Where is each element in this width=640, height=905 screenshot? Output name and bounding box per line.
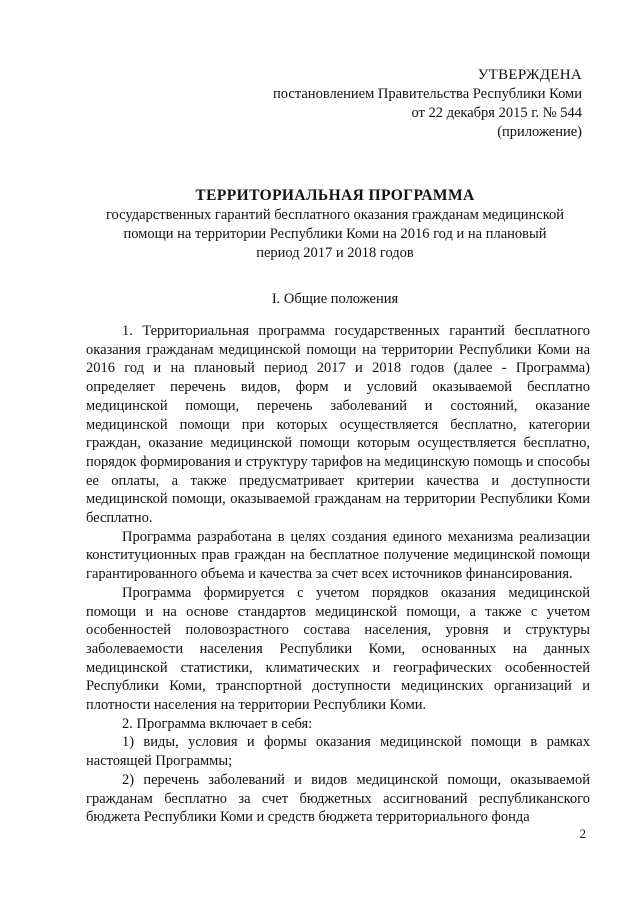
paragraph: 1. Территориальная программа государственных гарантий бесплатного оказания гражданам медицинской помощи на территории Республики Коми на 2016 год и на плановый период 2017 и 2018 годов (далее - Программа) определяет перечень видов, форм и условий оказываемой бесплатно медицинской помощи, перечень заболеваний и состояний, оказание медицинской помощи при которых осуществляется бесплатно, категории граждан, оказание медицинской помощи которым осуществляется бесплатно, порядок формирования и структуру тарифов на медицинскую помощь и способы ее оплаты, а также предусматривает критерии качества и доступности медицинской помощи, оказываемой гражданам на территории Республики Коми бесплатно. (86, 323, 590, 527)
paragraph: Программа формируется с учетом порядков оказания медицинской помощи и на основе стандартов медицинской помощи, а также с учетом особенностей половозрастного состава населения, уровня и структуры заболеваемости населения Республики Коми, основанных на данных медицинской статистики, климатических и географических особенностей Республики Коми, транспортной доступности медицинских организаций и плотности населения на территории Республики Коми. (86, 584, 590, 714)
approval-resolution: постановлением Правительства Республики Коми (273, 86, 582, 102)
page-number: 2 (579, 826, 586, 841)
approval-appendix: (приложение) (497, 124, 582, 140)
program-subtitle-line-1: государственных гарантий бесплатного оказания гражданам медицинской (105, 207, 565, 223)
approval-stamp: УТВЕРЖДЕНА (477, 67, 582, 83)
approval-date: от 22 декабря 2015 г. № 544 (411, 105, 582, 121)
section-heading: I. Общие положения (271, 291, 399, 307)
paragraph: Программа разработана в целях создания единого механизма реализации конституционных прав граждан на бесплатное получение медицинской помощи гарантированного объема и качества за счет всех источников финансирования. (86, 528, 590, 583)
program-subtitle-line-2: помощи на территории Республики Коми на 2016 год и на плановый (123, 226, 547, 242)
paragraph: 2) перечень заболеваний и видов медицинской помощи, оказываемой гражданам бесплатно за счет бюджетных ассигнований республиканского бюджета Республики Коми и средств бюджета территориального фонда (86, 771, 590, 826)
body-text (86, 322, 590, 827)
program-subtitle-line-3: период 2017 и 2018 годов (256, 245, 414, 261)
program-title: ТЕРРИТОРИАЛЬНАЯ ПРОГРАММА (195, 187, 475, 204)
approval-block (273, 66, 582, 142)
paragraph: 2. Программа включает в себя: (122, 715, 313, 732)
paragraph: 1) виды, условия и формы оказания медицинской помощи в рамках настоящей Программы; (86, 734, 590, 770)
program-title-block (80, 186, 590, 263)
